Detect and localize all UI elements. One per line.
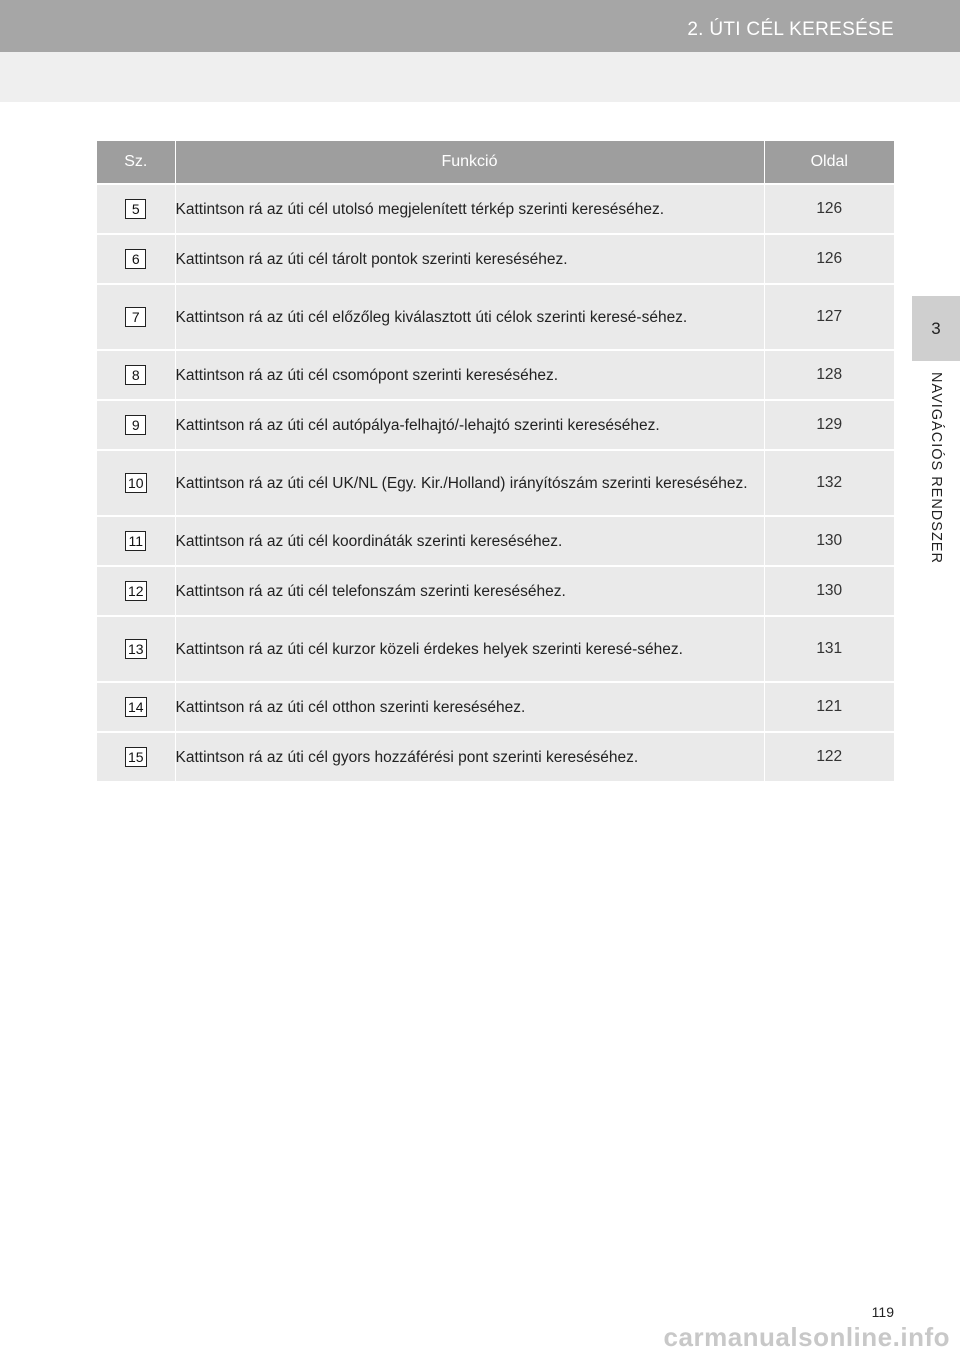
section-title: 2. ÚTI CÉL KERESÉSE <box>687 19 894 40</box>
header-page: Oldal <box>764 141 894 184</box>
table-row <box>97 284 894 350</box>
row-number-badge: 9 <box>125 415 146 435</box>
chapter-label: NAVIGÁCIÓS RENDSZER <box>928 372 944 564</box>
row-page: 131 <box>764 616 894 682</box>
header-function: Funkció <box>175 141 764 184</box>
table-row <box>97 566 894 616</box>
table-row <box>97 350 894 400</box>
row-page: 130 <box>764 516 894 566</box>
row-number-badge: 7 <box>125 307 146 327</box>
header-band <box>0 0 960 52</box>
row-page: 129 <box>764 400 894 450</box>
row-function: Kattintson rá az úti cél autópálya-felhajtó/-lehajtó szerinti kereséséhez. <box>175 400 764 450</box>
row-page: 126 <box>764 184 894 234</box>
row-page: 128 <box>764 350 894 400</box>
row-number-badge: 11 <box>125 531 146 551</box>
watermark: carmanualsonline.info <box>663 1322 950 1352</box>
table-row <box>97 616 894 682</box>
row-function: Kattintson rá az úti cél csomópont szerinti kereséséhez. <box>175 350 764 400</box>
table-row <box>97 450 894 516</box>
page-number: 119 <box>871 1304 894 1320</box>
row-page: 126 <box>764 234 894 284</box>
chapter-tab <box>912 296 960 361</box>
row-number-badge: 14 <box>125 697 147 717</box>
row-page: 127 <box>764 284 894 350</box>
row-function: Kattintson rá az úti cél otthon szerinti kereséséhez. <box>175 682 764 732</box>
header-no: Sz. <box>97 141 175 184</box>
table-header-row <box>97 141 894 184</box>
table-row <box>97 400 894 450</box>
row-function: Kattintson rá az úti cél előzőleg kiválasztott úti célok szerinti keresé-séhez. <box>175 284 764 350</box>
row-number-badge: 8 <box>125 365 146 385</box>
row-function: Kattintson rá az úti cél UK/NL (Egy. Kir./Holland) irányítószám szerinti kereséséhez. <box>175 450 764 516</box>
table-row <box>97 184 894 234</box>
row-function: Kattintson rá az úti cél gyors hozzáférési pont szerinti kereséséhez. <box>175 732 764 781</box>
table-row <box>97 234 894 284</box>
table-row <box>97 682 894 732</box>
function-table <box>97 141 894 781</box>
table-row <box>97 732 894 781</box>
row-number-badge: 15 <box>125 747 147 767</box>
row-number-badge: 6 <box>125 249 146 269</box>
row-number-badge: 12 <box>125 581 147 601</box>
row-number-badge: 5 <box>125 199 146 219</box>
row-number-badge: 10 <box>125 473 147 493</box>
row-function: Kattintson rá az úti cél kurzor közeli érdekes helyek szerinti keresé-séhez. <box>175 616 764 682</box>
row-function: Kattintson rá az úti cél telefonszám szerinti kereséséhez. <box>175 566 764 616</box>
row-number-badge: 13 <box>125 639 147 659</box>
row-page: 132 <box>764 450 894 516</box>
row-page: 121 <box>764 682 894 732</box>
header-subband <box>0 52 960 102</box>
chapter-number: 3 <box>931 318 941 338</box>
row-function: Kattintson rá az úti cél tárolt pontok szerinti kereséséhez. <box>175 234 764 284</box>
row-page: 122 <box>764 732 894 781</box>
row-function: Kattintson rá az úti cél utolsó megjelenített térkép szerinti kereséséhez. <box>175 184 764 234</box>
table-row <box>97 516 894 566</box>
row-page: 130 <box>764 566 894 616</box>
row-function: Kattintson rá az úti cél koordináták szerinti kereséséhez. <box>175 516 764 566</box>
